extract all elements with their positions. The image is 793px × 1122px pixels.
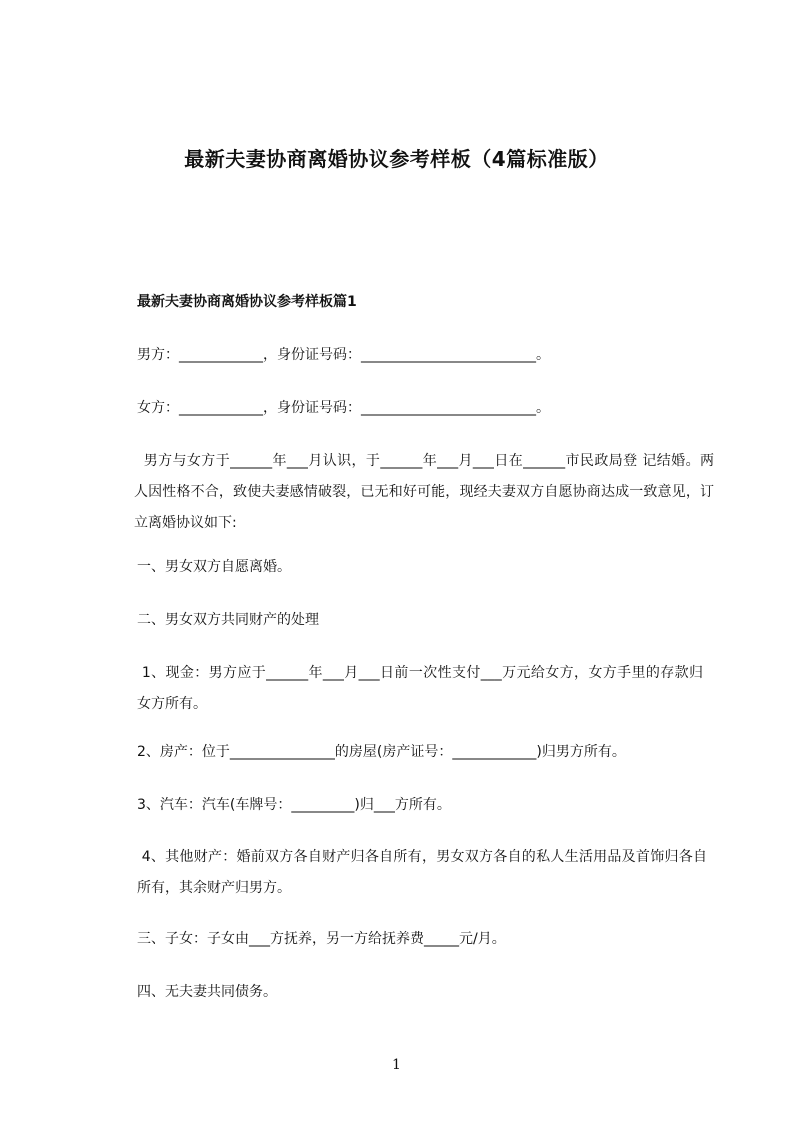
other-property-paragraph: 4、其他财产：婚前双方各自财产归各自所有，男女双方各自的私人生活用品及首饰归各自所有，其余财产归男方。 [137,849,707,896]
intro-paragraph: 男方与女方于______年___月认识，于______年___月___日在______市民政局登 记结婚。两人因性格不合，致使夫妻感情破裂，已无和好可能，现经夫妻双方自愿协商达成一致意见，订立离婚协议如下: [134,453,714,531]
section-heading: 最新夫妻协商离婚协议参考样板篇1 [137,294,357,310]
clause-2: 二、男女双方共同财产的处理 [137,612,319,628]
house-line: 2、房产：位于_______________的房屋(房产证号：____________)归男方所有。 [137,744,626,760]
clause-1: 一、男女双方自愿离婚。 [137,559,291,575]
document-title: 最新夫妻协商离婚协议参考样板（4篇标准版） [184,147,609,171]
cash-paragraph: 1、现金：男方应于______年___月___日前一次性支付___万元给女方，女方手里的存款归女方所有。 [137,665,704,712]
clause-4: 四、无夫妻共同债务。 [137,984,277,1000]
male-party-line: 男方：____________，身份证号码：_________________________。 [137,347,550,363]
car-line: 3、汽车：汽车(车牌号：_________)归___方所有。 [137,797,451,813]
clause-3: 三、子女：子女由___方抚养，另一方给抚养费_____元/月。 [137,931,506,947]
page-number: 1 [392,1057,401,1073]
female-party-line: 女方：____________，身份证号码：_________________________。 [137,400,550,416]
